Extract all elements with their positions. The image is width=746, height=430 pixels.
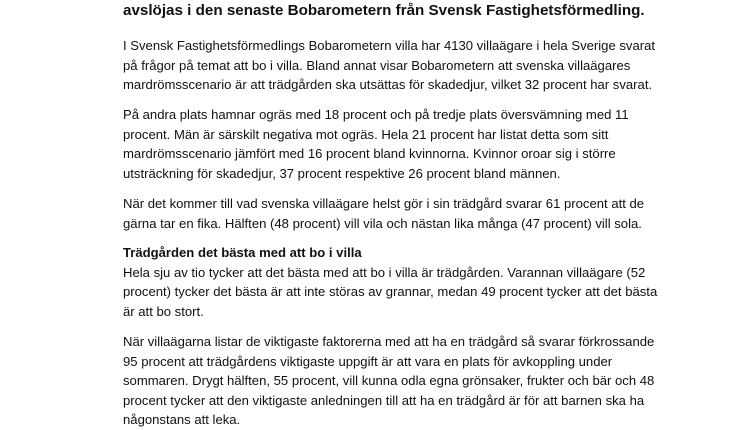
paragraph-line: är att bo stort. <box>123 303 204 319</box>
paragraph-line: procent. Män är särskilt negativa mot ogräs. Hela 21 procent har listat detta som sitt <box>123 126 609 142</box>
paragraph-survey-intro <box>123 36 733 95</box>
paragraph-line: procent) tycker det bästa är att inte störas av grannar, medan 49 procent tycker att det bästa <box>123 284 658 300</box>
paragraph-line: 95 procent att trädgårdens viktigaste uppgift är att vara en plats för avkoppling under <box>123 353 613 369</box>
section-best-with-villa <box>123 243 733 321</box>
paragraph-line: procent tycker att den viktigaste anledningen till att ha en trädgård är för att barnen ska ha <box>123 392 645 408</box>
paragraph-line: sommaren. Drygt hälften, 55 procent, vill kunna odla egna grönsaker, frukter och bär och 48 <box>123 373 655 389</box>
paragraph-line: mardrömsscenario jämfört med 16 procent bland kvinnorna. Kvinnor oroar sig i större <box>123 146 616 162</box>
paragraph-line: någonstans att leka. <box>123 412 241 428</box>
paragraph-line: På andra plats hamnar ogräs med 18 procent och på tredje plats översvämning med 11 <box>123 107 629 122</box>
paragraph-line: Hela sju av tio tycker att det bästa med att bo i villa är trädgården. Varannan villaägare (52 <box>123 264 646 280</box>
section-heading: Trädgården det bästa med att bo i villa <box>123 245 362 260</box>
paragraph-line: När villaägarna listar de viktigaste faktorerna med att ha en trädgård så svarar förkrossande <box>123 334 655 349</box>
lead-sentence: avslöjas i den senaste Bobarometern från Svensk Fastighetsförmedling. <box>123 2 645 19</box>
paragraph-line: på frågor på temat att bo i villa. Bland annat visar Bobarometern att svenska villaägares <box>123 57 631 73</box>
paragraph-line: gärna tar en fika. Hälften (48 procent) vill vila och nästan lika många (47 procent) vill sola. <box>123 215 642 231</box>
paragraph-garden-activities <box>123 194 733 233</box>
paragraph-line: mardrömsscenario är att trädgården ska utsättas för skadedjur, vilket 32 procent har svarat. <box>123 77 653 93</box>
paragraph-weeds-flooding <box>123 105 733 183</box>
paragraph-line: utsträckning för skadedjur, 37 procent respektive 26 procent bland männen. <box>123 165 561 181</box>
paragraph-important-factors <box>123 332 733 430</box>
paragraph-line: I Svensk Fastighetsförmedlings Bobarometern villa har 4130 villaägare i hela Sverige svarat <box>123 38 656 53</box>
paragraph-line: När det kommer till vad svenska villaägare helst gör i sin trädgård svarar 61 procent att de <box>123 196 645 211</box>
